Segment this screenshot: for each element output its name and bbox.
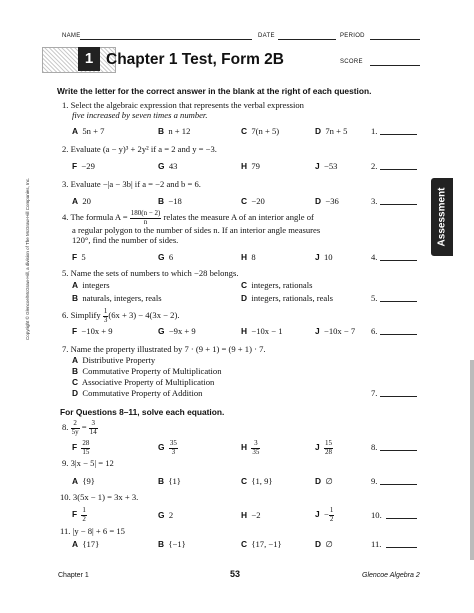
q8-option-g[interactable]: G $\frac{35}{3}$ xyxy=(158,439,177,456)
q6-answer-blank[interactable] xyxy=(380,334,417,335)
period-line[interactable] xyxy=(370,39,420,40)
q9-text: 9. 3|x − 5| = 12 xyxy=(62,458,114,468)
q9-answer-blank[interactable] xyxy=(380,484,417,485)
q2-option-h[interactable]: H 79 xyxy=(241,161,260,171)
copyright-notice: Copyright © Glencoe/McGraw-Hill, a division of The McGraw-Hill Companies, Inc. xyxy=(25,177,30,340)
q1-option-d[interactable]: D 7n + 5 xyxy=(315,126,348,136)
q2-option-g[interactable]: G 43 xyxy=(158,161,178,171)
q5-answer-number: 5. xyxy=(371,293,378,303)
q2-option-f[interactable]: F −29 xyxy=(72,161,95,171)
q3-text: 3. Evaluate −|a − 3b| if a = −2 and b = 6. xyxy=(62,179,201,189)
q3-answer-number: 3. xyxy=(371,196,378,206)
q4-option-h[interactable]: H 8 xyxy=(241,252,256,262)
q1-option-b[interactable]: B n + 12 xyxy=(158,126,191,136)
q8-option-f[interactable]: F $\frac{28}{15}$ xyxy=(72,439,90,456)
q5-option-c[interactable]: C integers, rationals xyxy=(241,280,313,290)
q7-option-b[interactable]: B Commutative Property of Multiplication xyxy=(72,366,222,376)
q1-answer-blank[interactable] xyxy=(380,134,417,135)
period-label: PERIOD xyxy=(340,33,365,39)
q10-text: 10. 3(5x − 1) = 3x + 3. xyxy=(60,492,139,502)
q4-text-line3: 120°, find the number of sides. xyxy=(72,235,179,245)
q5-option-d[interactable]: D integers, rationals, reals xyxy=(241,293,333,303)
q4-answer-blank[interactable] xyxy=(380,260,417,261)
q2-text: 2. Evaluate (a − y)³ + 2y² if a = 2 and y = −3. xyxy=(62,144,217,154)
name-label: NAME xyxy=(62,33,81,39)
date-line[interactable] xyxy=(278,39,336,40)
q1-text: 1. Select the algebraic expression that represents the verbal expression xyxy=(62,100,304,110)
q4-option-f[interactable]: F 5 xyxy=(72,252,86,262)
q5-text: 5. Name the sets of numbers to which −28 belongs. xyxy=(62,268,239,278)
q9-option-b[interactable]: B {1} xyxy=(158,476,181,486)
name-line[interactable] xyxy=(80,39,252,40)
q2-option-j[interactable]: J −53 xyxy=(315,161,338,171)
q3-option-a[interactable]: A 20 xyxy=(72,196,91,206)
score-line[interactable] xyxy=(370,65,420,66)
page-edge xyxy=(470,360,474,560)
q8-option-h[interactable]: H $\frac{3}{35}$ xyxy=(241,439,260,456)
q1-text-line2: five increased by seven times a number. xyxy=(72,110,208,120)
footer-book: Glencoe Algebra 2 xyxy=(362,572,420,579)
q10-option-j[interactable]: J − $\frac{1}{2}$ xyxy=(315,506,334,523)
q8-answer-blank[interactable] xyxy=(380,450,417,451)
q3-option-b[interactable]: B −18 xyxy=(158,196,182,206)
q7-answer-blank[interactable] xyxy=(380,396,417,397)
score-label: SCORE xyxy=(340,59,363,65)
q11-answer-blank[interactable] xyxy=(386,547,417,548)
q11-option-c[interactable]: C {17, −1} xyxy=(241,539,282,549)
q10-option-g[interactable]: G 2 xyxy=(158,510,174,520)
q8-answer-number: 8. xyxy=(371,442,378,452)
q3-option-d[interactable]: D −36 xyxy=(315,196,339,206)
q4-text-line2: a regular polygon to the number of sides n. If an interior angle measures xyxy=(72,225,321,235)
footer-chapter: Chapter 1 xyxy=(58,572,89,579)
q10-option-h[interactable]: H −2 xyxy=(241,510,261,520)
q2-answer-number: 2. xyxy=(371,161,378,171)
section-heading: For Questions 8–11, solve each equation. xyxy=(60,407,225,417)
q11-text: 11. |y − 8| + 6 = 15 xyxy=(60,526,125,536)
page-title: Chapter 1 Test, Form 2B xyxy=(106,51,285,68)
q11-answer-number: 11. xyxy=(371,539,382,549)
q6-option-j[interactable]: J −10x − 7 xyxy=(315,326,356,336)
q9-answer-number: 9. xyxy=(371,476,378,486)
q6-option-f[interactable]: F −10x + 9 xyxy=(72,326,113,336)
q6-option-h[interactable]: H −10x − 1 xyxy=(241,326,283,336)
chapter-number: 1 xyxy=(78,47,100,71)
q3-option-c[interactable]: C −20 xyxy=(241,196,265,206)
q8-text: 8. $\frac{2}{5y}$ = $\frac{3}{14}$ xyxy=(62,419,97,436)
q1-option-a[interactable]: A 5n + 7 xyxy=(72,126,105,136)
q6-answer-number: 6. xyxy=(371,326,378,336)
q4-text: 4. The formula A = $\frac{180(n - 2)}{n}$ relates the measure A of an interior angle of xyxy=(62,209,314,226)
q7-text: 7. Name the property illustrated by 7 · (9 + 1) = (9 + 1) · 7. xyxy=(62,344,266,354)
q4-option-j[interactable]: J 10 xyxy=(315,252,333,262)
q9-option-d[interactable]: D ∅ xyxy=(315,476,333,486)
q4-option-g[interactable]: G 6 xyxy=(158,252,174,262)
q8-option-j[interactable]: J $\frac{15}{28}$ xyxy=(315,439,332,456)
q5-answer-blank[interactable] xyxy=(380,301,417,302)
q10-option-f[interactable]: F $\frac{1}{2}$ xyxy=(72,506,86,523)
q7-option-d[interactable]: D Commutative Property of Addition xyxy=(72,388,203,398)
q11-option-b[interactable]: B {−1} xyxy=(158,539,186,549)
q6-text: 6. Simplify $\frac{1}{3}$ (6x + 3) − 4(3x − 2). xyxy=(62,307,180,324)
q9-option-a[interactable]: A {9} xyxy=(72,476,95,486)
q6-option-g[interactable]: G −9x + 9 xyxy=(158,326,196,336)
q5-option-b[interactable]: B naturals, integers, reals xyxy=(72,293,162,303)
q2-answer-blank[interactable] xyxy=(380,169,417,170)
assessment-tab: Assessment xyxy=(431,178,453,256)
q1-option-c[interactable]: C 7(n + 5) xyxy=(241,126,280,136)
q7-option-a[interactable]: A Distributive Property xyxy=(72,355,156,365)
q7-answer-number: 7. xyxy=(371,388,378,398)
q3-answer-blank[interactable] xyxy=(380,204,417,205)
q4-answer-number: 4. xyxy=(371,252,378,262)
q1-answer-number: 1. xyxy=(371,126,378,136)
q9-option-c[interactable]: C {1, 9} xyxy=(241,476,273,486)
date-label: DATE xyxy=(258,33,275,39)
q10-answer-number: 10. xyxy=(371,510,382,520)
q11-option-a[interactable]: A {17} xyxy=(72,539,100,549)
page-number: 53 xyxy=(230,569,241,579)
instructions: Write the letter for the correct answer in the blank at the right of each question. xyxy=(57,86,372,96)
q5-option-a[interactable]: A integers xyxy=(72,280,110,290)
q10-answer-blank[interactable] xyxy=(386,518,417,519)
q11-option-d[interactable]: D ∅ xyxy=(315,539,333,549)
q7-option-c[interactable]: C Associative Property of Multiplication xyxy=(72,377,215,387)
